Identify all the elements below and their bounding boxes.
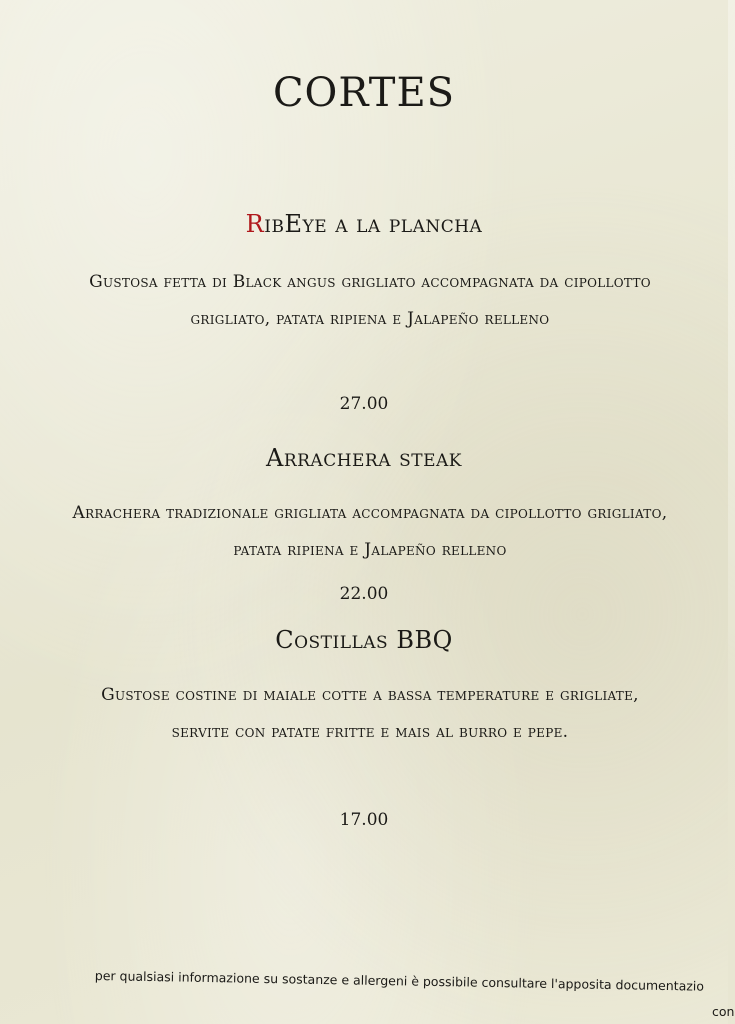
dish-name-accent-letter: R (245, 210, 265, 238)
dish-description-costillas: Gustose costine di maiale cotte a bassa temperature e grigliate, servite con patate fritte e mais al burro e pepe. (101, 685, 639, 742)
dish-description-arrachera: Arrachera tradizionale grigliata accompagnata da cipollotto grigliato, patata ripiena e Jalapeño relleno (72, 503, 668, 560)
dish-name-arrachera (0, 444, 728, 472)
dish-price-ribeye: 27.00 (339, 394, 389, 414)
dish-name-ribeye (0, 210, 728, 238)
dish-price-costillas: 17.00 (339, 810, 389, 830)
allergen-footer-note-continued: con (712, 1004, 735, 1019)
section-title: CORTES (272, 70, 456, 116)
allergen-footer-note: per qualsiasi informazione su sostanze e allergeni è possibile consultare l'apposita documentazio (94, 968, 705, 994)
dish-name-text: ibEye a la plancha (264, 210, 483, 238)
dish-description-ribeye: Gustosa fetta di Black angus grigliato accompagnata da cipollotto grigliato, patata ripiena e Jalapeño relleno (89, 272, 651, 329)
dish-name-costillas (0, 626, 728, 654)
dish-name-text: Arrachera steak (265, 444, 463, 472)
dish-name-text: Costillas BBQ (275, 626, 453, 654)
dish-price-arrachera: 22.00 (339, 584, 389, 604)
